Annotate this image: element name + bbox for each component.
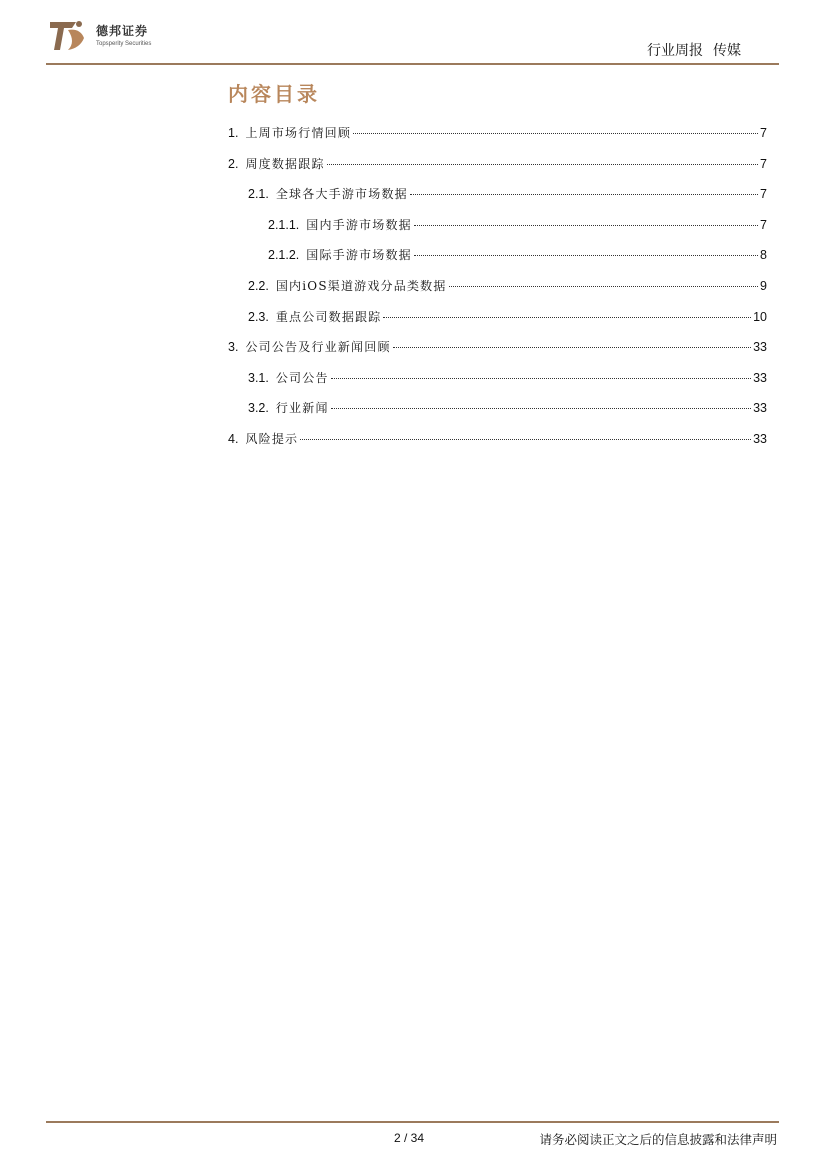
toc-dot-leader <box>393 347 751 348</box>
toc-dot-leader <box>410 194 758 195</box>
toc-list <box>228 118 767 455</box>
toc-entry-title: 国内iOS渠道游戏分品类数据 <box>275 278 447 293</box>
toc-entry-title: 公司公告及行业新闻回顾 <box>245 340 391 355</box>
toc-entry-title: 重点公司数据跟踪 <box>275 309 382 324</box>
toc-entry-title: 国际手游市场数据 <box>306 248 412 263</box>
toc-entry-number: 3.1. <box>248 370 269 385</box>
toc-dot-leader <box>414 255 758 256</box>
page-indicator: 2 / 34 <box>394 1131 425 1145</box>
toc-entry-page: 33 <box>753 401 767 416</box>
toc-entry-title: 国内手游市场数据 <box>306 217 412 232</box>
toc-entry-number: 2. <box>228 156 239 171</box>
toc-entry-title: 全球各大手游市场数据 <box>275 187 408 202</box>
toc-dot-leader <box>414 225 758 226</box>
toc-entry-page: 7 <box>760 217 767 232</box>
toc-entry-page: 33 <box>753 370 767 385</box>
toc-entry-title: 公司公告 <box>275 370 329 385</box>
toc-entry-page: 7 <box>760 126 767 140</box>
toc-entry-number: 1. <box>228 126 239 140</box>
toc-entry[interactable] <box>228 240 767 271</box>
toc-entry-number: 2.2. <box>248 278 269 293</box>
toc-entry[interactable] <box>228 363 767 394</box>
toc-entry-title: 行业新闻 <box>275 401 329 416</box>
toc-dot-leader <box>327 164 758 165</box>
toc-entry-page: 10 <box>753 309 767 324</box>
toc-entry-title: 风险提示 <box>245 431 299 446</box>
toc-entry-title: 上周市场行情回顾 <box>245 126 352 140</box>
toc-entry[interactable] <box>228 424 767 455</box>
company-logo <box>46 16 176 56</box>
toc-entry-number: 2.1. <box>248 187 269 202</box>
toc-entry-page: 7 <box>760 187 767 202</box>
toc-dot-leader <box>331 378 751 379</box>
toc-dot-leader <box>353 133 758 134</box>
toc-entry-page: 8 <box>760 248 767 263</box>
toc-dot-leader <box>449 286 758 287</box>
logo-mark-icon <box>46 16 90 56</box>
toc-entry[interactable] <box>228 149 767 180</box>
toc-entry-number: 4. <box>228 431 239 446</box>
toc-dot-leader <box>300 439 751 440</box>
toc-entry-number: 2.1.1. <box>268 217 300 232</box>
footer-divider <box>46 1121 779 1123</box>
toc-entry-page: 9 <box>760 278 767 293</box>
toc-entry-page: 33 <box>753 340 767 355</box>
disclaimer-note: 请务必阅读正文之后的信息披露和法律声明 <box>539 1132 777 1147</box>
toc-entry[interactable] <box>228 179 767 210</box>
toc-entry[interactable] <box>228 118 767 149</box>
logo-chinese-name: 德邦证券 <box>96 24 149 38</box>
toc-entry[interactable] <box>228 302 767 333</box>
toc-dot-leader <box>383 317 751 318</box>
toc-entry[interactable] <box>228 271 767 302</box>
toc-entry[interactable] <box>228 210 767 241</box>
toc-entry-number: 2.3. <box>248 309 269 324</box>
toc-title: 内容目录 <box>228 82 320 106</box>
toc-entry-number: 3. <box>228 340 239 355</box>
toc-entry[interactable] <box>228 332 767 363</box>
toc-entry-page: 33 <box>753 431 767 446</box>
logo-english-name: Topsperity Securities <box>96 41 152 47</box>
report-type <box>647 40 741 60</box>
toc-dot-leader <box>331 408 751 409</box>
toc-entry-number: 3.2. <box>248 401 269 416</box>
report-category: 行业周报 <box>647 43 703 59</box>
toc-entry-number: 2.1.2. <box>268 248 300 263</box>
toc-entry-title: 周度数据跟踪 <box>245 156 325 171</box>
toc-entry-page: 7 <box>760 156 767 171</box>
header-divider <box>46 63 779 65</box>
toc-entry[interactable] <box>228 393 767 424</box>
report-sector: 传媒 <box>713 43 741 59</box>
